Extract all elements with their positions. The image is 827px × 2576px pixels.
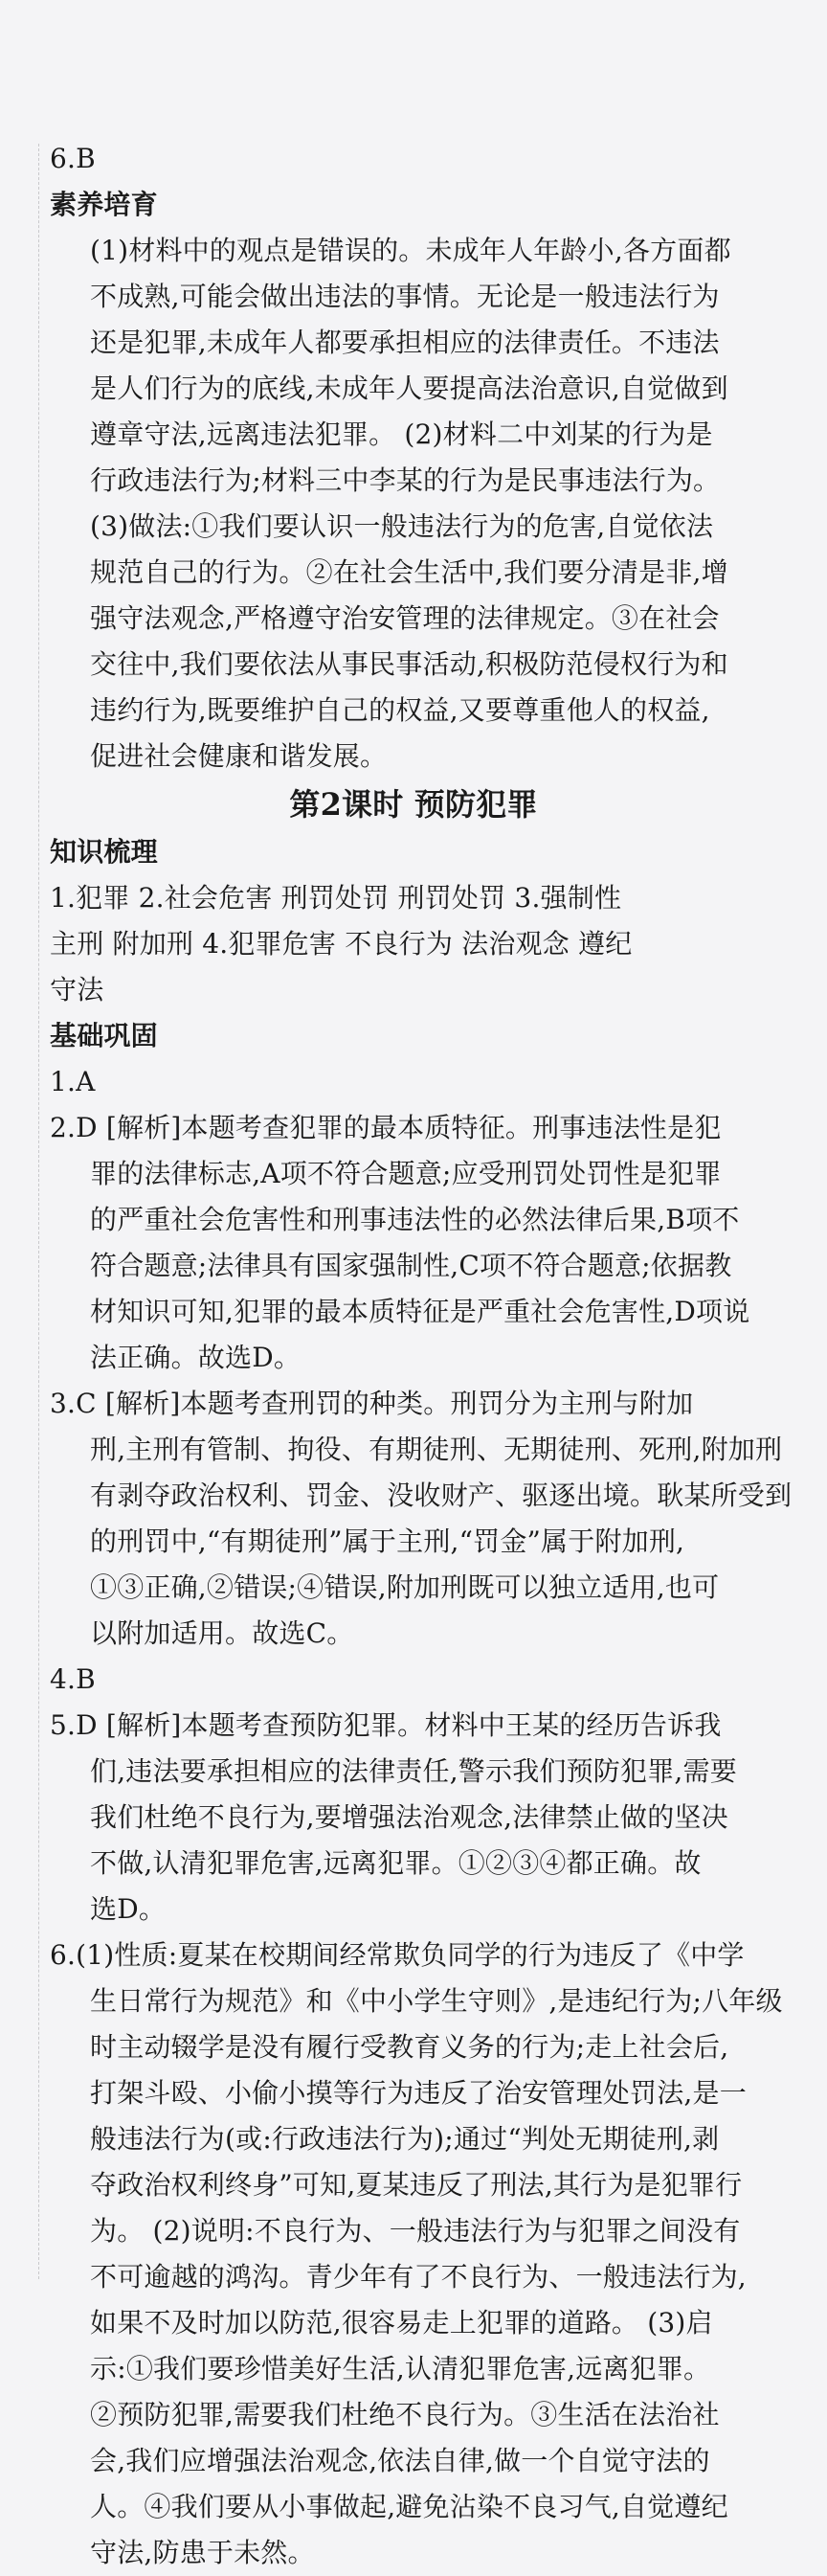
text-line: 规范自己的行为。②在社会生活中,我们要分清是非,增 [90, 556, 728, 588]
text-line: 交往中,我们要依法从事民事活动,积极防范侵权行为和 [90, 648, 728, 680]
text-line: 为。 (2)说明:不良行为、一般违法行为与犯罪之间没有 [90, 2215, 741, 2247]
text-line: 会,我们应增强法治观念,依法自律,做一个自觉守法的 [90, 2445, 710, 2476]
text-line: 罪的法律标志,A项不符合题意;应受刑罚处罚性是犯罪 [90, 1158, 722, 1189]
margin-rule [38, 144, 39, 2279]
text-line: 1.犯罪 2.社会危害 刑罚处罚 刑罚处罚 3.强制性 [50, 882, 622, 914]
section-heading: 基础巩固 [50, 1020, 158, 1051]
text-line: 的严重社会危害性和刑事违法性的必然法律后果,B项不 [90, 1204, 740, 1235]
section-heading: 知识梳理 [50, 836, 158, 868]
text-line: 违约行为,既要维护自己的权益,又要尊重他人的权益, [90, 694, 710, 726]
answer-page-content [50, 136, 816, 2576]
text-line: 刑,主刑有管制、拘役、有期徒刑、无期徒刑、死刑,附加刑 [90, 1434, 783, 1465]
text-line: 5.D [解析]本题考查预防犯罪。材料中王某的经历告诉我 [50, 1709, 722, 1741]
text-line: 夺政治权利终身”可知,夏某违反了刑法,其行为是犯罪行 [90, 2169, 743, 2201]
text-line: 时主动辍学是没有履行受教育义务的行为;走上社会后, [90, 2031, 729, 2063]
text-line: 材知识可知,犯罪的最本质特征是严重社会危害性,D项说 [90, 1296, 750, 1327]
text-line: 4.B [50, 1663, 96, 1695]
text-line: 6.B [50, 143, 96, 174]
text-line: 有剥夺政治权利、罚金、没收财产、驱逐出境。耿某所受到 [90, 1480, 793, 1511]
text-line: 是人们行为的底线,未成年人要提高法治意识,自觉做到 [90, 373, 728, 404]
text-line: 人。④我们要从小事做起,避免沾染不良习气,自觉遵纪 [90, 2491, 728, 2522]
text-line: ②预防犯罪,需要我们杜绝不良行为。③生活在法治社 [90, 2399, 720, 2430]
text-line: 不做,认清犯罪危害,远离犯罪。①②③④都正确。故 [90, 1847, 702, 1879]
text-line: 打架斗殴、小偷小摸等行为违反了治安管理处罚法,是一 [90, 2077, 747, 2109]
text-line: 示:①我们要珍惜美好生活,认清犯罪危害,远离犯罪。 [90, 2353, 711, 2384]
text-line: (1)材料中的观点是错误的。未成年人年龄小,各方面都 [90, 235, 731, 266]
lesson-title: 第2课时 预防犯罪 [289, 786, 538, 823]
text-line: 守法,防患于未然。 [90, 2537, 315, 2568]
text-line: 行政违法行为;材料三中李某的行为是民事违法行为。 [90, 464, 721, 496]
text-line: 促进社会健康和谐发展。 [90, 740, 388, 772]
text-line: 选D。 [90, 1893, 167, 1925]
text-line: ①③正确,②错误;④错误,附加刑既可以独立适用,也可 [90, 1571, 720, 1603]
text-line: 的刑罚中,“有期徒刑”属于主刑,“罚金”属于附加刑, [90, 1525, 685, 1557]
text-line: 守法 [50, 974, 104, 1006]
text-line: 强守法观念,严格遵守治安管理的法律规定。③在社会 [90, 602, 720, 634]
text-line: 不可逾越的鸿沟。青少年有了不良行为、一般违法行为, [90, 2261, 747, 2293]
text-line: 如果不及时加以防范,很容易走上犯罪的道路。 (3)启 [90, 2307, 713, 2339]
text-line: 符合题意;法律具有国家强制性,C项不符合题意;依据教 [90, 1250, 732, 1281]
text-line: 3.C [解析]本题考查刑罚的种类。刑罚分为主刑与附加 [50, 1388, 694, 1419]
text-line: 般违法行为(或:行政违法行为);通过“判处无期徒刑,剥 [90, 2123, 720, 2155]
text-line: 不成熟,可能会做出违法的事情。无论是一般违法行为 [90, 281, 720, 312]
section-heading: 素养培育 [50, 189, 158, 220]
text-line: 1.A [50, 1066, 96, 1097]
text-line: 以附加适用。故选C。 [90, 1617, 354, 1649]
text-line: 2.D [解析]本题考查犯罪的最本质特征。刑事违法性是犯 [50, 1112, 722, 1143]
text-line: 主刑 附加刑 4.犯罪危害 不良行为 法治观念 遵纪 [50, 928, 633, 960]
text-line: 我们杜绝不良行为,要增强法治观念,法律禁止做的坚决 [90, 1801, 728, 1833]
text-line: 遵章守法,远离违法犯罪。 (2)材料二中刘某的行为是 [90, 418, 713, 450]
text-line: 法正确。故选D。 [90, 1342, 302, 1373]
text-line: (3)做法:①我们要认识一般违法行为的危害,自觉依法 [90, 510, 714, 542]
text-line: 还是犯罪,未成年人都要承担相应的法律责任。不违法 [90, 327, 720, 358]
text-line: 们,违法要承担相应的法律责任,警示我们预防犯罪,需要 [90, 1755, 737, 1787]
text-line: 生日常行为规范》和《中小学生守则》,是违纪行为;八年级 [90, 1985, 783, 2017]
text-line: 6.(1)性质:夏某在校期间经常欺负同学的行为违反了《中学 [50, 1939, 745, 1971]
